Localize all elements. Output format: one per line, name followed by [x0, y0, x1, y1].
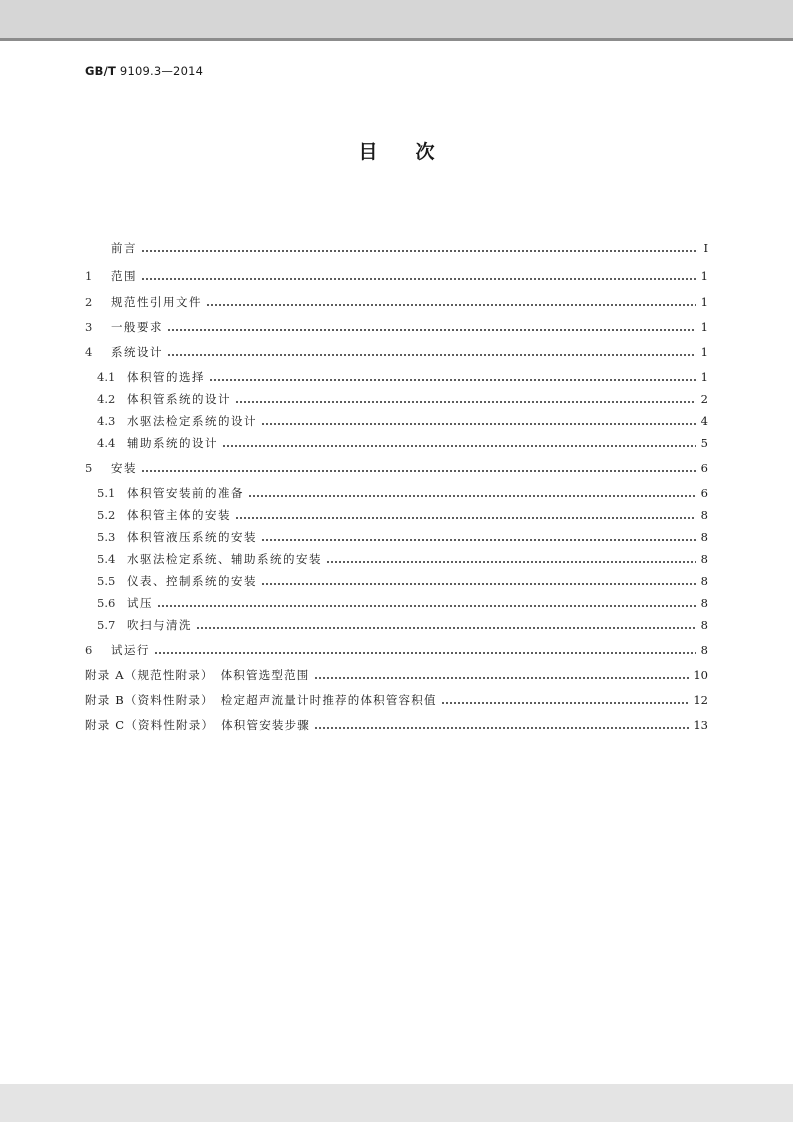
toc-entry-page: 8 [700, 618, 708, 632]
toc-entry-page: 4 [700, 414, 708, 428]
toc-entry[interactable] [97, 435, 708, 451]
toc-entry[interactable] [85, 692, 708, 708]
toc-entry-page: 1 [700, 320, 708, 334]
toc-entry-label: 仪表、控制系统的安装 [127, 574, 257, 588]
toc-entry-page: 2 [700, 392, 708, 406]
toc-entry-number: 4.3 [97, 414, 116, 428]
toc-entry-label: 附录 B（资料性附录） 检定超声流量计时推荐的体积管容积值 [85, 693, 437, 707]
toc-entry-label: 水驱法检定系统、辅助系统的安装 [127, 552, 322, 566]
toc-entry-number: 5.4 [97, 552, 116, 566]
standard-number: 9109.3—2014 [119, 64, 204, 78]
toc-entry[interactable] [85, 319, 708, 335]
toc-entry-number: 5 [85, 461, 93, 475]
toc-leader-dots [167, 329, 696, 331]
toc-entry-page: 8 [700, 552, 708, 566]
toc-entry-number: 5.7 [97, 618, 116, 632]
toc-entry-label: 附录 C（资料性附录） 体积管安装步骤 [85, 718, 311, 732]
toc-entry[interactable] [97, 391, 708, 407]
toc-entry-page: 8 [700, 530, 708, 544]
toc-entry-label: 试压 [127, 596, 153, 610]
toc-entry-page: 6 [700, 486, 708, 500]
toc-leader-dots [206, 304, 696, 306]
toc-leader-dots [141, 470, 696, 472]
toc-entry-page: 1 [700, 269, 708, 283]
toc-entry-label: 体积管系统的设计 [127, 392, 231, 406]
toc-entry-label: 一般要求 [111, 320, 163, 334]
toc-entry[interactable] [97, 617, 708, 633]
toc-leader-dots [326, 561, 696, 563]
toc-leader-dots [141, 250, 696, 252]
toc-leader-dots [314, 727, 689, 729]
toc-entry[interactable] [85, 294, 708, 310]
toc-entry[interactable] [97, 573, 708, 589]
standard-prefix: GB/T [85, 64, 117, 78]
toc-entry-number: 5.3 [97, 530, 116, 544]
toc-entry-number: 4 [85, 345, 93, 359]
toc-entry-number: 2 [85, 295, 93, 309]
toc-entry-label: 安装 [111, 461, 137, 475]
toc-leader-dots [222, 445, 696, 447]
toc-entry-number: 3 [85, 320, 93, 334]
toc-entry-number: 4.1 [97, 370, 116, 384]
toc-entry[interactable] [85, 667, 708, 683]
toc-entry[interactable] [97, 595, 708, 611]
page-bottom-band [0, 1084, 793, 1122]
toc-entry[interactable] [85, 717, 708, 733]
toc-leader-dots [235, 401, 696, 403]
toc-entry-page: 8 [700, 508, 708, 522]
toc-entry-page: 8 [700, 574, 708, 588]
toc-leader-dots [314, 677, 690, 679]
toc-leader-dots [261, 539, 696, 541]
toc-entry-page: 6 [700, 461, 708, 475]
toc-entry[interactable] [85, 460, 708, 476]
toc-entry[interactable] [85, 240, 708, 256]
toc-entry-number: 1 [85, 269, 93, 283]
toc-entry-label: 范围 [111, 269, 137, 283]
toc-entry-label: 附录 A（规范性附录） 体积管选型范围 [85, 668, 310, 682]
toc-entry-number: 4.2 [97, 392, 116, 406]
toc-entry-label: 体积管主体的安装 [127, 508, 231, 522]
toc-entry[interactable] [85, 268, 708, 284]
toc-entry-page: 12 [693, 693, 708, 707]
toc-leader-dots [157, 605, 696, 607]
toc-entry-number: 5.6 [97, 596, 116, 610]
toc-entry-label: 规范性引用文件 [111, 295, 202, 309]
toc-entry[interactable] [97, 413, 708, 429]
toc-entry-page: 13 [693, 718, 708, 732]
toc-leader-dots [167, 354, 696, 356]
toc-entry[interactable] [97, 369, 708, 385]
toc-entry-label: 体积管液压系统的安装 [127, 530, 257, 544]
toc-entry-page: 10 [693, 668, 708, 682]
toc-leader-dots [261, 423, 696, 425]
toc-entry-label: 体积管安装前的准备 [127, 486, 244, 500]
toc-entry[interactable] [97, 529, 708, 545]
toc-entry-label: 试运行 [111, 643, 150, 657]
toc-entry-page: 8 [700, 596, 708, 610]
toc-entry[interactable] [97, 507, 708, 523]
toc-entry-page: 8 [700, 643, 708, 657]
toc-entry-number: 5.5 [97, 574, 116, 588]
toc-entry-page: I [703, 241, 708, 255]
toc-entry-label: 水驱法检定系统的设计 [127, 414, 257, 428]
toc-leader-dots [235, 517, 696, 519]
toc-entry[interactable] [85, 344, 708, 360]
toc-leader-dots [261, 583, 696, 585]
toc-entry-label: 辅助系统的设计 [127, 436, 218, 450]
toc-entry-page: 1 [700, 370, 708, 384]
toc-entry-number: 5.1 [97, 486, 116, 500]
standard-header [85, 64, 203, 78]
toc-leader-dots [441, 702, 690, 704]
toc-entry-number: 4.4 [97, 436, 116, 450]
toc-entry-page: 1 [700, 295, 708, 309]
toc-entry-number: 6 [85, 643, 93, 657]
toc-entry-label: 前言 [111, 241, 137, 255]
toc-leader-dots [248, 495, 696, 497]
toc-leader-dots [196, 627, 696, 629]
toc-leader-dots [141, 278, 696, 280]
toc-entry[interactable] [97, 551, 708, 567]
toc-entry-page: 5 [700, 436, 708, 450]
toc-entry-label: 体积管的选择 [127, 370, 205, 384]
page-title: 目次 [358, 141, 473, 163]
toc-entry-page: 1 [700, 345, 708, 359]
toc-entry-label: 吹扫与清洗 [127, 618, 192, 632]
page-top-edge [0, 38, 793, 41]
toc-leader-dots [209, 379, 696, 381]
toc-entry[interactable] [85, 642, 708, 658]
toc-entry-number: 5.2 [97, 508, 116, 522]
toc-entry[interactable] [97, 485, 708, 501]
toc-entry-label: 系统设计 [111, 345, 163, 359]
toc-leader-dots [154, 652, 696, 654]
